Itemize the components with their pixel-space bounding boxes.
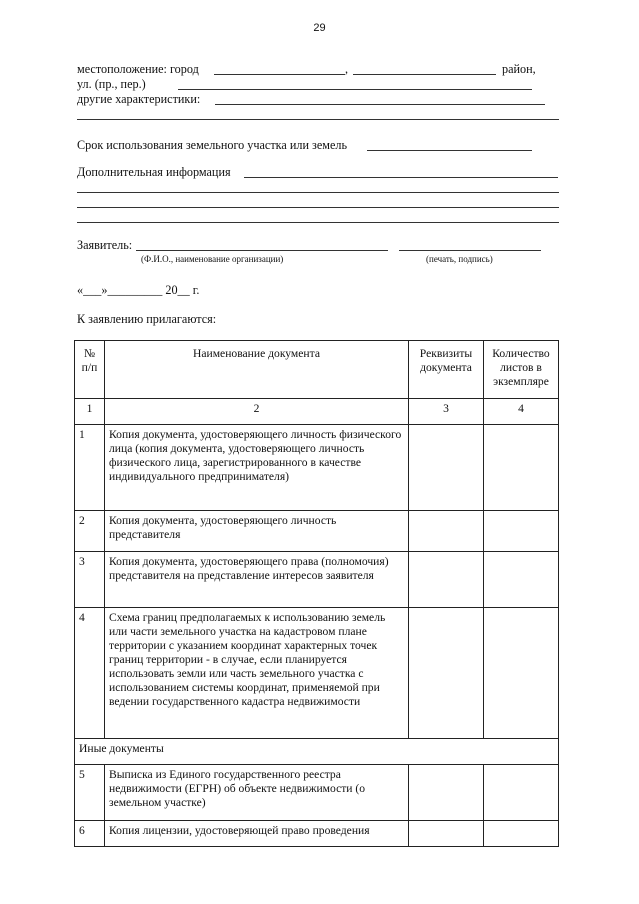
street-label: ул. (пр., пер.) bbox=[77, 77, 146, 91]
city-field bbox=[214, 74, 345, 75]
table-row bbox=[75, 425, 559, 511]
column-numbers-row bbox=[75, 399, 559, 425]
header-document-name: Наименование документа bbox=[105, 341, 409, 399]
row-sheet-count-cell bbox=[484, 608, 559, 739]
location-comma: , bbox=[345, 62, 349, 76]
row-number: 1 bbox=[75, 425, 105, 511]
row-sheet-count-cell bbox=[484, 821, 559, 847]
additional-info-line-3 bbox=[77, 207, 559, 208]
column-number: 2 bbox=[105, 399, 409, 425]
row-requisites-cell bbox=[409, 511, 484, 552]
table-row bbox=[75, 608, 559, 739]
table-header-row bbox=[75, 341, 559, 399]
row-number: 4 bbox=[75, 608, 105, 739]
row-sheet-count-cell bbox=[484, 425, 559, 511]
table-row bbox=[75, 765, 559, 821]
row-document-name: Выписка из Единого государственного реестра недвижимости (ЕГРН) об объекте недвижимости (о земельном участке) bbox=[105, 765, 409, 821]
row-requisites-cell bbox=[409, 765, 484, 821]
applicant-name-field bbox=[136, 250, 388, 251]
row-number: 6 bbox=[75, 821, 105, 847]
other-characteristics-field-line2 bbox=[77, 119, 559, 120]
table-row bbox=[75, 552, 559, 608]
page-number: 29 bbox=[313, 22, 326, 34]
term-label: Срок использования земельного участка или земель bbox=[77, 138, 348, 152]
row-requisites-cell bbox=[409, 552, 484, 608]
attachments-title: К заявлению прилагаются: bbox=[77, 312, 217, 326]
other-characteristics-field bbox=[215, 104, 545, 105]
attachments-table bbox=[74, 340, 559, 847]
table-row bbox=[75, 511, 559, 552]
applicant-signature-caption: (печать, подпись) bbox=[426, 254, 493, 264]
applicant-label: Заявитель: bbox=[77, 238, 133, 252]
section-row bbox=[75, 739, 559, 765]
other-characteristics-label: другие характеристики: bbox=[77, 92, 201, 106]
row-requisites-cell bbox=[409, 608, 484, 739]
row-number: 2 bbox=[75, 511, 105, 552]
row-requisites-cell bbox=[409, 821, 484, 847]
district-label: район, bbox=[502, 62, 536, 76]
additional-info-field bbox=[244, 177, 558, 178]
row-number: 5 bbox=[75, 765, 105, 821]
column-number: 4 bbox=[484, 399, 559, 425]
header-sheet-count: Количество листов в экземпляре bbox=[484, 341, 559, 399]
row-sheet-count-cell bbox=[484, 765, 559, 821]
row-number: 3 bbox=[75, 552, 105, 608]
row-document-name: Схема границ предполагаемых к использованию земель или части земельного участка на кадастровом плане территории с указанием координат характерных точек границ территории - в случае, если планируется использовать земли или часть земельного участка с использованием системы координат, применяемой при ведении государственного кадастра недвижимости bbox=[105, 608, 409, 739]
header-number: № п/п bbox=[75, 341, 105, 399]
district-field bbox=[353, 74, 496, 75]
column-number: 1 bbox=[75, 399, 105, 425]
additional-info-line-2 bbox=[77, 192, 559, 193]
row-sheet-count-cell bbox=[484, 552, 559, 608]
term-field bbox=[367, 150, 532, 151]
row-document-name: Копия документа, удостоверяющего личность представителя bbox=[105, 511, 409, 552]
row-document-name: Копия документа, удостоверяющего права (полномочия) представителя на представление интересов заявителя bbox=[105, 552, 409, 608]
date-line: «___»_________ 20__ г. bbox=[77, 283, 200, 297]
row-document-name: Копия лицензии, удостоверяющей право проведения bbox=[105, 821, 409, 847]
column-number: 3 bbox=[409, 399, 484, 425]
row-sheet-count-cell bbox=[484, 511, 559, 552]
section-label: Иные документы bbox=[75, 739, 559, 765]
applicant-name-caption: (Ф.И.О., наименование организации) bbox=[141, 254, 284, 264]
applicant-signature-field bbox=[399, 250, 541, 251]
table-row bbox=[75, 821, 559, 847]
row-document-name: Копия документа, удостоверяющего личность физического лица (копия документа, удостоверяющего личность физического лица, зарегистрированного в качестве индивидуального предпринимателя) bbox=[105, 425, 409, 511]
street-field bbox=[178, 89, 532, 90]
header-requisites: Реквизиты документа bbox=[409, 341, 484, 399]
additional-info-line-4 bbox=[77, 222, 559, 223]
row-requisites-cell bbox=[409, 425, 484, 511]
additional-info-label: Дополнительная информация bbox=[77, 165, 231, 179]
location-label: местоположение: город bbox=[77, 62, 199, 76]
